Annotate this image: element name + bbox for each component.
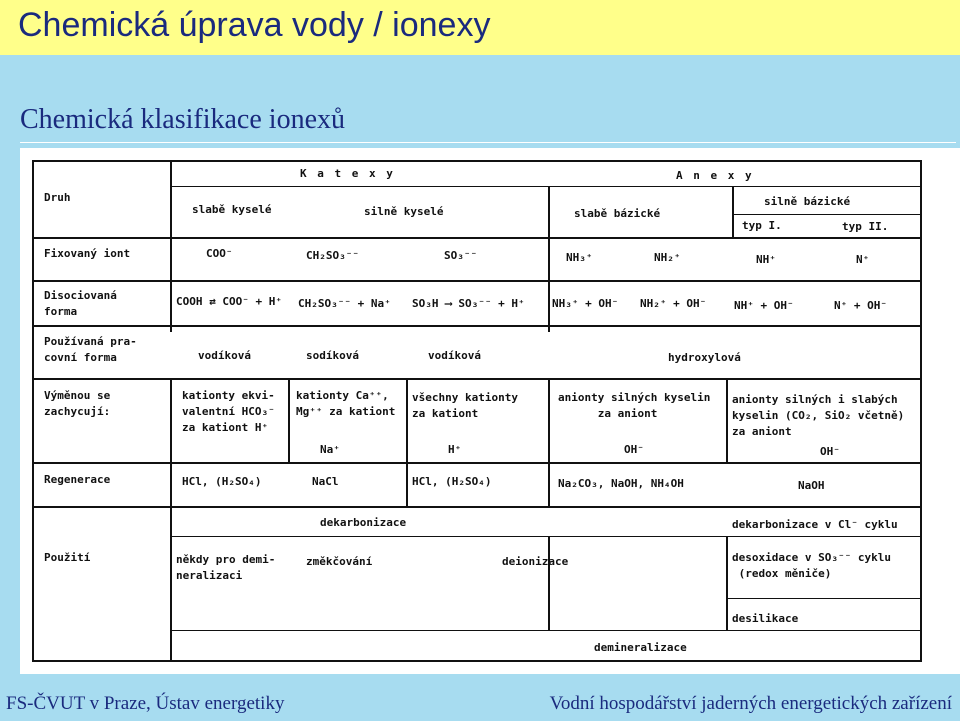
dissociated-ch2so3: CH₂SO₃⁻⁻ + Na⁺ — [298, 297, 391, 310]
regenerant-1: HCl, (H₂SO₄) — [182, 475, 262, 488]
col-line — [288, 378, 290, 462]
working-form-3: vodíková — [428, 349, 481, 362]
header-slabe-bazicke: slabě bázické — [574, 207, 661, 220]
header-druh: Druh — [44, 191, 71, 204]
row-label-pouziti: Použití — [44, 551, 91, 564]
header-silne-bazicke: silně bázické — [764, 195, 851, 208]
fixed-ion-so3: SO₃⁻⁻ — [444, 249, 478, 262]
working-form-4: hydroxylová — [668, 351, 741, 364]
header-katexy: K a t e x y — [300, 167, 395, 180]
captured-5: anionty silných i slabých kyselin (CO₂, SiO₂ včetně) za aniont — [732, 393, 905, 438]
col-line — [548, 536, 550, 630]
row-line — [170, 186, 920, 187]
table-border-bottom — [32, 660, 922, 662]
row-line — [732, 214, 920, 215]
captured-4-ion: OH⁻ — [624, 443, 644, 456]
header-typ-1: typ I. — [742, 219, 782, 232]
fixed-ion-nh2: NH₂⁺ — [654, 251, 681, 264]
use-3: deionizace — [502, 555, 569, 568]
footer-institution: FS-ČVUT v Praze, Ústav energetiky — [6, 693, 285, 714]
fixed-ion-ch2so3: CH₂SO₃⁻⁻ — [306, 249, 359, 262]
col-line — [406, 378, 408, 462]
row-label-disociovana-forma: Disociovaná forma — [44, 289, 117, 318]
row-label-fixovany-iont: Fixovaný iont — [44, 247, 131, 260]
ion-exchanger-classification-table — [20, 148, 960, 674]
use-2: změkčování — [306, 555, 373, 568]
regenerant-2: NaCl — [312, 475, 339, 488]
col-line — [170, 160, 172, 332]
captured-5-ion: OH⁻ — [820, 445, 840, 458]
use-1: někdy pro demi- neralizaci — [176, 553, 276, 582]
header-slabe-kysele: slabě kyselé — [192, 203, 272, 216]
fixed-ion-nh: NH⁺ — [756, 253, 776, 266]
row-line — [170, 536, 920, 537]
row-label-pouzivana-forma: Používaná pra- covní forma — [44, 335, 137, 364]
use-demineralizace: demineralizace — [594, 641, 687, 654]
use-4: desoxidace v SO₃⁻⁻ cyklu (redox měniče) — [732, 551, 891, 580]
fixed-ion-n: N⁺ — [856, 253, 870, 266]
row-line — [32, 462, 920, 464]
row-line — [32, 378, 920, 380]
use-desilikace: desilikace — [732, 612, 799, 625]
slide-title: Chemická úprava vody / ionexy — [18, 6, 491, 44]
fixed-ion-nh3: NH₃⁺ — [566, 251, 593, 264]
col-line — [726, 378, 728, 462]
row-line — [32, 506, 920, 508]
col-line — [548, 378, 550, 506]
captured-2: kationty Ca⁺⁺, Mg⁺⁺ za kationt — [296, 389, 396, 418]
subtitle-rule — [20, 142, 956, 143]
row-line — [32, 325, 920, 327]
row-label-vymenou: Výměnou se zachycují: — [44, 389, 111, 418]
table-border-right — [920, 160, 922, 662]
row-line — [32, 280, 920, 282]
dissociated-nh: NH⁺ + OH⁻ — [734, 299, 794, 312]
title-bar — [0, 0, 960, 55]
row-line — [32, 237, 920, 239]
col-line — [170, 378, 172, 662]
col-line — [732, 186, 734, 238]
working-form-1: vodíková — [198, 349, 251, 362]
captured-3: všechny kationty za kationt — [412, 391, 518, 420]
captured-3-ion: H⁺ — [448, 443, 462, 456]
footer-course: Vodní hospodářství jaderných energetických zařízení — [549, 693, 952, 714]
captured-2-ion: Na⁺ — [320, 443, 340, 456]
regenerant-5: NaOH — [798, 479, 825, 492]
dissociated-so3: SO₃H ⟶ SO₃⁻⁻ + H⁺ — [412, 297, 525, 310]
header-anexy: A n e x y — [676, 169, 754, 182]
dissociated-nh3: NH₃⁺ + OH⁻ — [552, 297, 619, 310]
dissociated-n: N⁺ + OH⁻ — [834, 299, 887, 312]
dissociated-coo: COOH ⇄ COO⁻ + H⁺ — [176, 295, 282, 308]
regenerant-3: HCl, (H₂SO₄) — [412, 475, 492, 488]
table-border-left — [32, 160, 34, 662]
use-dekarbonizace: dekarbonizace — [320, 516, 407, 529]
captured-4: anionty silných kyselin za aniont — [558, 391, 711, 420]
header-typ-2: typ II. — [842, 220, 889, 233]
use-dekarbonizace-cl: dekarbonizace v Cl⁻ cyklu — [732, 518, 898, 531]
dissociated-nh2: NH₂⁺ + OH⁻ — [640, 297, 707, 310]
header-silne-kysele: silně kyselé — [364, 205, 444, 218]
col-line — [548, 186, 550, 332]
working-form-2: sodíková — [306, 349, 359, 362]
captured-1: kationty ekvi- valentní HCO₃⁻ za kationt H⁺ — [182, 389, 275, 434]
slide-subtitle: Chemická klasifikace ionexů — [20, 104, 345, 135]
row-line — [170, 630, 920, 631]
col-line — [406, 462, 408, 506]
col-line — [726, 536, 728, 630]
table-border-top — [32, 160, 920, 162]
regenerant-4: Na₂CO₃, NaOH, NH₄OH — [558, 477, 684, 490]
row-line — [726, 598, 920, 599]
row-label-regenerace: Regenerace — [44, 473, 111, 486]
fixed-ion-coo: COO⁻ — [206, 247, 233, 260]
